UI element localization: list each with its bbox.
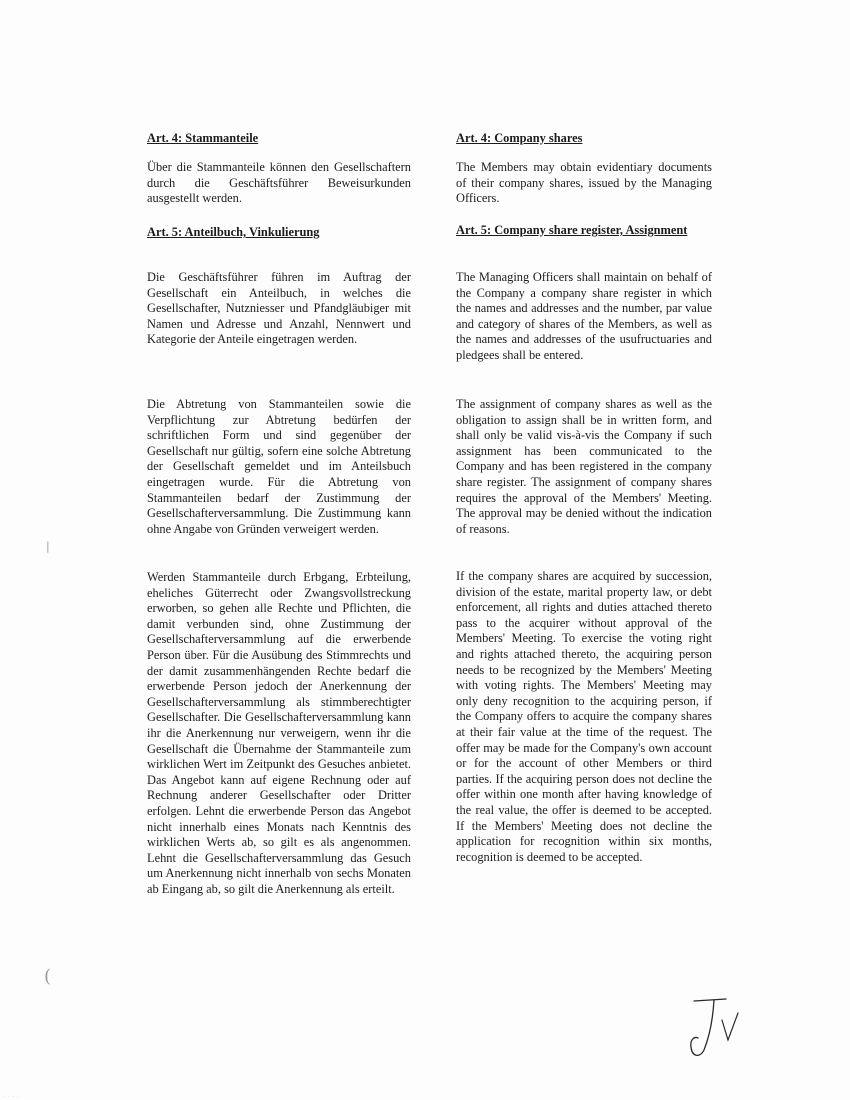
german-art5-paragraph-1: Die Geschäftsführer führen im Auftrag der Gesellschaft ein Anteilbuch, in welches die Gesellschafter, Nutzniesser und Pfandgläubiger mit Namen und Adresse und Anzahl, Nennwert und Kategorie der Anteile eingetragen werden. [147, 270, 411, 347]
german-art5-heading: Art. 5: Anteilbuch, Vinkulierung [147, 225, 320, 239]
english-art5-heading: Art. 5: Company share register, Assignment [456, 223, 688, 237]
english-art5-paragraph-3: If the company shares are acquired by succession, division of the estate, marital property law, or debt enforcement, all rights and duties attached thereto pass to the acquirer without approval of the Members' Meeting. To exercise the voting right and rights attached thereto, the acquiring person needs to be recognized by the Members' Meeting with voting rights. The Members' Meeting may only deny recognition to the acquiring person, if the Company offers to acquire the company shares at their fair value at the time of the request. The offer may be made for the Company's own account or for the account of other Members or third parties. If the acquiring person does not decline the offer within one month after having knowledge of the real value, the offer is deemed to be accepted. If the Members' Meeting does not decline the application for recognition within six months, recognition is deemed to be accepted. [456, 569, 712, 864]
german-art4-heading: Art. 4: Stammanteile [147, 131, 259, 145]
english-art4-text: The Members may obtain evidentiary documents of their company shares, issued by the Managing Officers. [456, 160, 712, 206]
german-art5-paragraph-3: Werden Stammanteile durch Erbgang, Erbteilung, eheliches Güterrecht oder Zwangsvollstreckung erworben, so gehen alle Rechte und Pflichten, die damit verbunden sind, ohne Zustimmung der Gesellschafterversammlung auf die erwerbende Person über. Für die Ausübung des Stimmrechts und der damit zusammenhängenden Rechte bedarf die erwerbende Person jedoch der Anerkennung der Gesellschafterversammlung als stimmberechtigter Gesellschafter. Die Gesellschafterversammlung kann ihr die Anerkennung nur verweigern, wenn ihr die Gesellschaft die Übernahme der Stammanteile zum wirklichen Wert im Zeitpunkt des Gesuches anbietet. Das Angebot kann auf eigene Rechnung oder auf Rechnung anderer Gesellschafter oder Dritter erfolgen. Lehnt die erwerbende Person das Angebot nicht innerhalb eines Monats nach Kenntnis des wirklichen Werts ab, so gilt es als angenommen. Lehnt die Gesellschafterversammlung das Gesuch um Anerkennung nicht innerhalb von sechs Monaten ab Eingang ab, so gilt die Anerkennung als erteilt. [147, 570, 411, 896]
german-art5-paragraph-2: Die Abtretung von Stammanteilen sowie die Verpflichtung zur Abtretung bedürfen der schriftlichen Form und sind gegenüber der Gesellschaft nur gültig, sofern eine solche Abtretung der Gesellschaft gemeldet und im Anteilsbuch eingetragen wurde. Für die Abtretung von Stammanteilen bedarf der Zustimmung der Gesellschafterversammlung. Die Zustimmung kann ohne Angabe von Gründen verweigert werden. [147, 397, 411, 536]
margin-bracket: ( [44, 966, 52, 987]
english-art4-heading: Art. 4: Company shares [456, 131, 583, 145]
signature-initials [680, 995, 750, 1061]
scan-dots: .... [4, 1094, 21, 1099]
margin-tick: | [46, 540, 50, 553]
english-art5-paragraph-2: The assignment of company shares as well as the obligation to assign shall be in written form, and shall only be valid vis-à-vis the Company if such assignment has been communicated to the Company and has been registered in the company share register. The assignment of company shares requires the approval of the Members' Meeting. The approval may be denied without the indication of reasons. [456, 397, 712, 536]
german-art4-text: Über die Stammanteile können den Gesellschaftern durch die Geschäftsführer Beweisurkunden ausgestellt werden. [147, 160, 411, 206]
english-art5-paragraph-1: The Managing Officers shall maintain on behalf of the Company a company share register in which the names and addresses and the number, par value and category of shares of the Members, as well as the names and addresses of the usufructuaries and pledgees shall be entered. [456, 270, 712, 362]
